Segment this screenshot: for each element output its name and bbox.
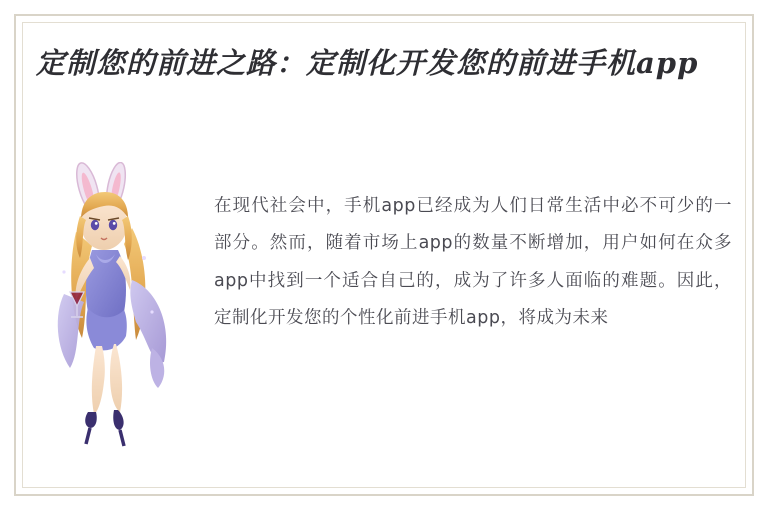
document-content	[36, 36, 732, 488]
anime-bunny-girl-illustration	[40, 162, 190, 472]
body-paragraph: 在现代社会中，手机app已经成为人们日常生活中必不可少的一部分。然而，随着市场上app的数量不断增加，用户如何在众多app中找到一个适合自己的，成为了许多人面临的难题。因此，定制化开发您的个性化前进手机app，将成为未来	[214, 195, 732, 329]
page-title: 定制您的前进之路：定制化开发您的前进手机app	[36, 46, 699, 80]
body-area	[36, 156, 732, 488]
